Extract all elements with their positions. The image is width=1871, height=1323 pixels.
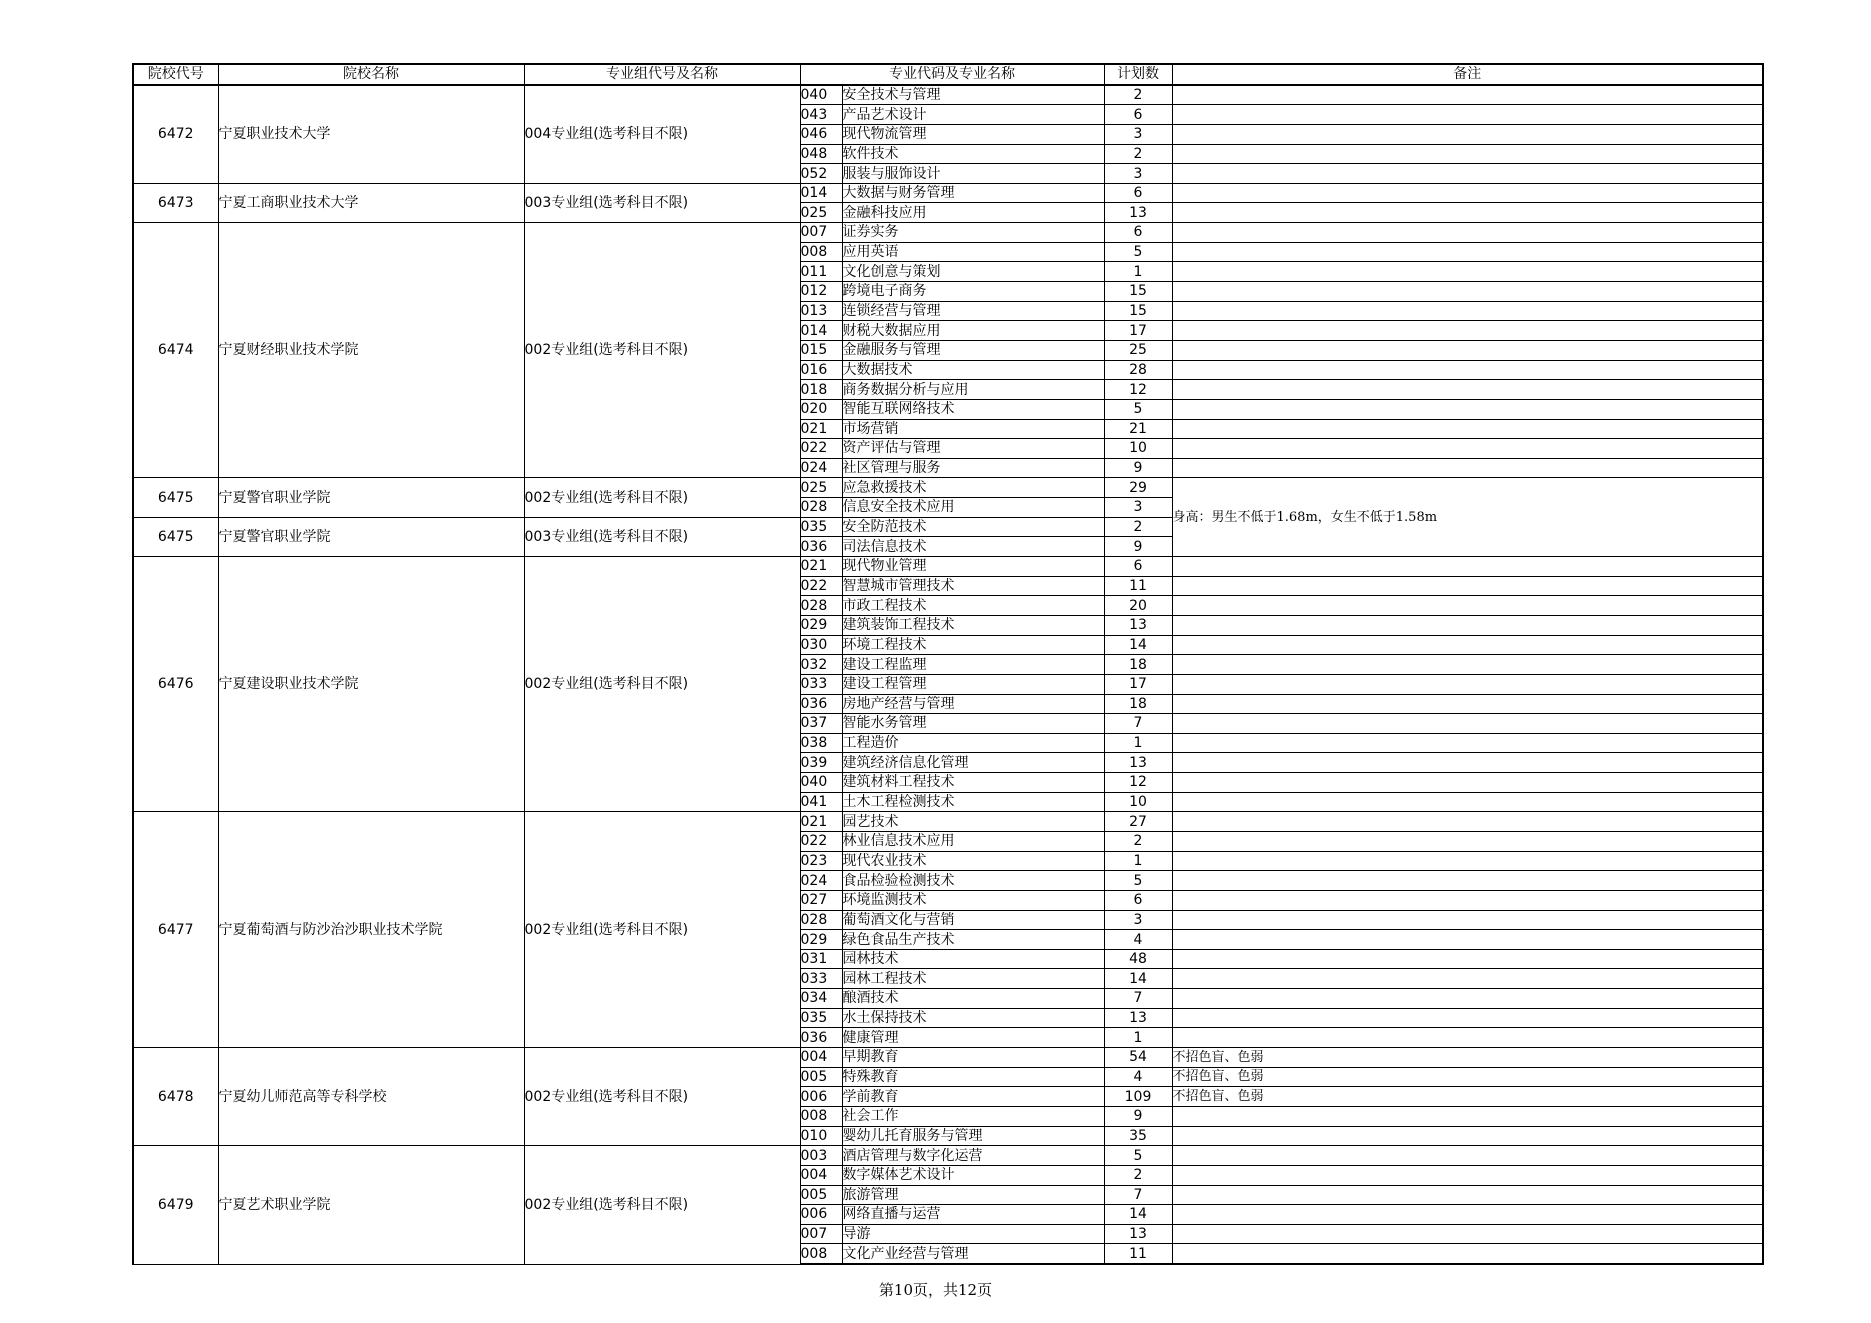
major-name-cell: 葡萄酒文化与营销: [842, 910, 1104, 930]
major-code-cell: 034: [800, 989, 842, 1009]
plan-count-cell: 48: [1104, 949, 1172, 969]
major-code-cell: 036: [800, 537, 842, 557]
major-code-cell: 016: [800, 360, 842, 380]
remark-cell: [1172, 105, 1763, 125]
plan-count-cell: 9: [1104, 537, 1172, 557]
remark-cell: [1172, 596, 1763, 616]
remark-cell: [1172, 164, 1763, 184]
remark-cell: [1172, 144, 1763, 164]
remark-cell: [1172, 399, 1763, 419]
major-name-cell: 食品检验检测技术: [842, 871, 1104, 891]
remark-cell: [1172, 714, 1763, 734]
major-name-cell: 商务数据分析与应用: [842, 380, 1104, 400]
remark-cell: [1172, 910, 1763, 930]
school-code-cell: 6472: [133, 85, 218, 184]
remark-cell: 不招色盲、色弱: [1172, 1048, 1763, 1068]
plan-count-cell: 14: [1104, 969, 1172, 989]
major-code-cell: 029: [800, 615, 842, 635]
remark-cell: [1172, 183, 1763, 203]
remark-cell: [1172, 242, 1763, 262]
school-name-cell: 宁夏葡萄酒与防沙治沙职业技术学院: [218, 812, 524, 1048]
plan-count-cell: 6: [1104, 183, 1172, 203]
major-name-cell: 环境工程技术: [842, 635, 1104, 655]
major-code-cell: 024: [800, 458, 842, 478]
header-group: 专业组代号及名称: [524, 64, 800, 85]
major-name-cell: 酿酒技术: [842, 989, 1104, 1009]
remark-cell: [1172, 380, 1763, 400]
remark-cell: [1172, 851, 1763, 871]
remark-cell: [1172, 1224, 1763, 1244]
plan-count-cell: 11: [1104, 576, 1172, 596]
plan-count-cell: 12: [1104, 380, 1172, 400]
major-code-cell: 008: [800, 1244, 842, 1264]
major-name-cell: 文化创意与策划: [842, 262, 1104, 282]
plan-count-cell: 6: [1104, 557, 1172, 577]
remark-cell: [1172, 871, 1763, 891]
major-name-cell: 跨境电子商务: [842, 282, 1104, 302]
major-name-cell: 社区管理与服务: [842, 458, 1104, 478]
group-name-cell: 002专业组(选考科目不限): [524, 557, 800, 812]
group-name-cell: 002专业组(选考科目不限): [524, 478, 800, 517]
remark-cell: [1172, 1165, 1763, 1185]
plan-count-cell: 6: [1104, 890, 1172, 910]
remark-cell: [1172, 321, 1763, 341]
major-name-cell: 酒店管理与数字化运营: [842, 1146, 1104, 1166]
remark-cell: 不招色盲、色弱: [1172, 1087, 1763, 1107]
school-code-cell: 6475: [133, 478, 218, 517]
major-code-cell: 022: [800, 439, 842, 459]
plan-count-cell: 11: [1104, 1244, 1172, 1264]
major-name-cell: 建筑装饰工程技术: [842, 615, 1104, 635]
plan-count-cell: 10: [1104, 439, 1172, 459]
remark-cell: [1172, 949, 1763, 969]
school-name-cell: 宁夏职业技术大学: [218, 85, 524, 184]
remark-cell: [1172, 1126, 1763, 1146]
major-code-cell: 032: [800, 655, 842, 675]
major-name-cell: 健康管理: [842, 1028, 1104, 1048]
remark-cell: [1172, 773, 1763, 793]
page-footer: 第10页，共12页: [878, 1281, 993, 1299]
school-code-cell: 6473: [133, 183, 218, 222]
group-name-cell: 002专业组(选考科目不限): [524, 223, 800, 478]
remark-cell: [1172, 615, 1763, 635]
header-remark: 备注: [1172, 64, 1763, 85]
major-name-cell: 大数据与财务管理: [842, 183, 1104, 203]
major-name-cell: 现代物流管理: [842, 124, 1104, 144]
major-name-cell: 现代物业管理: [842, 557, 1104, 577]
plan-count-cell: 29: [1104, 478, 1172, 498]
plan-count-cell: 7: [1104, 989, 1172, 1009]
school-code-cell: 6476: [133, 557, 218, 812]
major-name-cell: 工程造价: [842, 733, 1104, 753]
plan-count-cell: 12: [1104, 773, 1172, 793]
remark-cell: [1172, 576, 1763, 596]
major-name-cell: 学前教育: [842, 1087, 1104, 1107]
major-name-cell: 应用英语: [842, 242, 1104, 262]
major-code-cell: 033: [800, 969, 842, 989]
remark-cell: [1172, 1008, 1763, 1028]
remark-cell: [1172, 360, 1763, 380]
major-name-cell: 建设工程监理: [842, 655, 1104, 675]
major-code-cell: 021: [800, 557, 842, 577]
major-name-cell: 产品艺术设计: [842, 105, 1104, 125]
major-name-cell: 旅游管理: [842, 1185, 1104, 1205]
major-name-cell: 绿色食品生产技术: [842, 930, 1104, 950]
plan-count-cell: 25: [1104, 340, 1172, 360]
major-name-cell: 现代农业技术: [842, 851, 1104, 871]
major-code-cell: 004: [800, 1048, 842, 1068]
plan-count-cell: 13: [1104, 1008, 1172, 1028]
major-code-cell: 036: [800, 694, 842, 714]
remark-cell: [1172, 223, 1763, 243]
major-name-cell: 文化产业经营与管理: [842, 1244, 1104, 1264]
major-code-cell: 035: [800, 1008, 842, 1028]
plan-count-cell: 6: [1104, 223, 1172, 243]
remark-cell: [1172, 674, 1763, 694]
major-name-cell: 水土保持技术: [842, 1008, 1104, 1028]
major-code-cell: 014: [800, 183, 842, 203]
table-body: [133, 85, 1763, 1264]
header-school-name: 院校名称: [218, 64, 524, 85]
plan-count-cell: 13: [1104, 1224, 1172, 1244]
major-name-cell: 婴幼儿托育服务与管理: [842, 1126, 1104, 1146]
major-name-cell: 连锁经营与管理: [842, 301, 1104, 321]
table-row: [133, 223, 1763, 243]
remark-cell: [1172, 557, 1763, 577]
header-major: 专业代码及专业名称: [800, 64, 1104, 85]
major-code-cell: 040: [800, 773, 842, 793]
major-name-cell: 导游: [842, 1224, 1104, 1244]
table-row: [133, 1048, 1763, 1068]
table-row: [133, 183, 1763, 203]
plan-count-cell: 6: [1104, 105, 1172, 125]
plan-count-cell: 17: [1104, 321, 1172, 341]
major-code-cell: 027: [800, 890, 842, 910]
major-name-cell: 安全技术与管理: [842, 85, 1104, 105]
major-name-cell: 信息安全技术应用: [842, 498, 1104, 518]
plan-count-cell: 35: [1104, 1126, 1172, 1146]
major-code-cell: 005: [800, 1185, 842, 1205]
plan-count-cell: 5: [1104, 871, 1172, 891]
remark-cell: [1172, 1028, 1763, 1048]
plan-count-cell: 54: [1104, 1048, 1172, 1068]
remark-cell: [1172, 1146, 1763, 1166]
major-name-cell: 大数据技术: [842, 360, 1104, 380]
major-code-cell: 020: [800, 399, 842, 419]
plan-count-cell: 1: [1104, 733, 1172, 753]
group-name-cell: 003专业组(选考科目不限): [524, 183, 800, 222]
remark-cell: 不招色盲、色弱: [1172, 1067, 1763, 1087]
major-code-cell: 035: [800, 517, 842, 537]
table-row: [133, 1146, 1763, 1166]
remark-cell: [1172, 1106, 1763, 1126]
plan-count-cell: 14: [1104, 635, 1172, 655]
admission-plan-table-wrapper: [132, 63, 1764, 1265]
major-code-cell: 043: [800, 105, 842, 125]
major-code-cell: 052: [800, 164, 842, 184]
plan-count-cell: 2: [1104, 1165, 1172, 1185]
major-code-cell: 039: [800, 753, 842, 773]
remark-cell: [1172, 1185, 1763, 1205]
remark-cell: [1172, 733, 1763, 753]
school-name-cell: 宁夏艺术职业学院: [218, 1146, 524, 1264]
major-name-cell: 资产评估与管理: [842, 439, 1104, 459]
school-name-cell: 宁夏警官职业学院: [218, 517, 524, 556]
plan-count-cell: 21: [1104, 419, 1172, 439]
plan-count-cell: 13: [1104, 203, 1172, 223]
remark-cell: [1172, 458, 1763, 478]
remark-cell: [1172, 989, 1763, 1009]
major-name-cell: 园林工程技术: [842, 969, 1104, 989]
table-row: [133, 557, 1763, 577]
major-code-cell: 023: [800, 851, 842, 871]
remark-cell-height-requirement: 身高：男生不低于1.68m，女生不低于1.58m: [1172, 478, 1763, 557]
major-code-cell: 013: [800, 301, 842, 321]
plan-count-cell: 7: [1104, 1185, 1172, 1205]
header-plan-count: 计划数: [1104, 64, 1172, 85]
plan-count-cell: 5: [1104, 242, 1172, 262]
plan-count-cell: 2: [1104, 831, 1172, 851]
plan-count-cell: 18: [1104, 655, 1172, 675]
major-name-cell: 数字媒体艺术设计: [842, 1165, 1104, 1185]
remark-cell: [1172, 1205, 1763, 1225]
table-header-row: [133, 64, 1763, 85]
major-code-cell: 025: [800, 203, 842, 223]
plan-count-cell: 15: [1104, 301, 1172, 321]
plan-count-cell: 4: [1104, 1067, 1172, 1087]
major-name-cell: 智能水务管理: [842, 714, 1104, 734]
remark-cell: [1172, 124, 1763, 144]
major-name-cell: 建筑材料工程技术: [842, 773, 1104, 793]
major-code-cell: 031: [800, 949, 842, 969]
plan-count-cell: 9: [1104, 458, 1172, 478]
group-name-cell: 002专业组(选考科目不限): [524, 1048, 800, 1146]
major-code-cell: 041: [800, 792, 842, 812]
plan-count-cell: 18: [1104, 694, 1172, 714]
major-name-cell: 服装与服饰设计: [842, 164, 1104, 184]
major-name-cell: 安全防范技术: [842, 517, 1104, 537]
plan-count-cell: 20: [1104, 596, 1172, 616]
major-name-cell: 司法信息技术: [842, 537, 1104, 557]
school-code-cell: 6474: [133, 223, 218, 478]
major-code-cell: 030: [800, 635, 842, 655]
plan-count-cell: 1: [1104, 1028, 1172, 1048]
major-code-cell: 022: [800, 831, 842, 851]
plan-count-cell: 3: [1104, 164, 1172, 184]
header-school-code: 院校代号: [133, 64, 218, 85]
major-name-cell: 建设工程管理: [842, 674, 1104, 694]
remark-cell: [1172, 262, 1763, 282]
major-code-cell: 037: [800, 714, 842, 734]
remark-cell: [1172, 969, 1763, 989]
major-code-cell: 008: [800, 242, 842, 262]
major-name-cell: 智慧城市管理技术: [842, 576, 1104, 596]
major-code-cell: 021: [800, 419, 842, 439]
major-code-cell: 012: [800, 282, 842, 302]
major-code-cell: 036: [800, 1028, 842, 1048]
remark-cell: [1172, 340, 1763, 360]
major-name-cell: 土木工程检测技术: [842, 792, 1104, 812]
school-name-cell: 宁夏建设职业技术学院: [218, 557, 524, 812]
plan-count-cell: 15: [1104, 282, 1172, 302]
school-name-cell: 宁夏工商职业技术大学: [218, 183, 524, 222]
major-name-cell: 建筑经济信息化管理: [842, 753, 1104, 773]
group-name-cell: 003专业组(选考科目不限): [524, 517, 800, 556]
school-code-cell: 6479: [133, 1146, 218, 1264]
plan-count-cell: 2: [1104, 144, 1172, 164]
table-row: [133, 812, 1763, 832]
plan-count-cell: 1: [1104, 851, 1172, 871]
major-name-cell: 金融科技应用: [842, 203, 1104, 223]
major-name-cell: 应急救援技术: [842, 478, 1104, 498]
plan-count-cell: 1: [1104, 262, 1172, 282]
major-code-cell: 028: [800, 498, 842, 518]
table-row: [133, 85, 1763, 105]
school-name-cell: 宁夏财经职业技术学院: [218, 223, 524, 478]
group-name-cell: 002专业组(选考科目不限): [524, 1146, 800, 1264]
major-name-cell: 房地产经营与管理: [842, 694, 1104, 714]
major-code-cell: 024: [800, 871, 842, 891]
major-name-cell: 软件技术: [842, 144, 1104, 164]
plan-count-cell: 10: [1104, 792, 1172, 812]
major-code-cell: 048: [800, 144, 842, 164]
plan-count-cell: 2: [1104, 517, 1172, 537]
remark-cell: [1172, 635, 1763, 655]
major-name-cell: 社会工作: [842, 1106, 1104, 1126]
remark-cell: [1172, 419, 1763, 439]
major-code-cell: 046: [800, 124, 842, 144]
major-name-cell: 园艺技术: [842, 812, 1104, 832]
admission-plan-table: [132, 63, 1764, 1265]
major-code-cell: 003: [800, 1146, 842, 1166]
plan-count-cell: 13: [1104, 615, 1172, 635]
school-name-cell: 宁夏警官职业学院: [218, 478, 524, 517]
plan-count-cell: 3: [1104, 910, 1172, 930]
major-code-cell: 025: [800, 478, 842, 498]
major-code-cell: 029: [800, 930, 842, 950]
major-code-cell: 040: [800, 85, 842, 105]
major-code-cell: 038: [800, 733, 842, 753]
group-name-cell: 004专业组(选考科目不限): [524, 85, 800, 184]
plan-count-cell: 27: [1104, 812, 1172, 832]
major-name-cell: 证券实务: [842, 223, 1104, 243]
school-code-cell: 6478: [133, 1048, 218, 1146]
plan-count-cell: 3: [1104, 498, 1172, 518]
remark-cell: [1172, 85, 1763, 105]
major-code-cell: 007: [800, 1224, 842, 1244]
major-name-cell: 金融服务与管理: [842, 340, 1104, 360]
major-name-cell: 财税大数据应用: [842, 321, 1104, 341]
major-code-cell: 008: [800, 1106, 842, 1126]
plan-count-cell: 5: [1104, 1146, 1172, 1166]
major-name-cell: 特殊教育: [842, 1067, 1104, 1087]
major-name-cell: 环境监测技术: [842, 890, 1104, 910]
remark-cell: [1172, 301, 1763, 321]
remark-cell: [1172, 439, 1763, 459]
plan-count-cell: 2: [1104, 85, 1172, 105]
major-code-cell: 006: [800, 1205, 842, 1225]
remark-cell: [1172, 282, 1763, 302]
major-code-cell: 014: [800, 321, 842, 341]
plan-count-cell: 14: [1104, 1205, 1172, 1225]
remark-cell: [1172, 655, 1763, 675]
plan-count-cell: 3: [1104, 124, 1172, 144]
major-code-cell: 005: [800, 1067, 842, 1087]
major-name-cell: 早期教育: [842, 1048, 1104, 1068]
major-name-cell: 林业信息技术应用: [842, 831, 1104, 851]
remark-cell: [1172, 831, 1763, 851]
major-code-cell: 033: [800, 674, 842, 694]
major-code-cell: 010: [800, 1126, 842, 1146]
school-code-cell: 6475: [133, 517, 218, 556]
remark-cell: [1172, 694, 1763, 714]
school-name-cell: 宁夏幼儿师范高等专科学校: [218, 1048, 524, 1146]
major-name-cell: 园林技术: [842, 949, 1104, 969]
remark-cell: [1172, 203, 1763, 223]
major-code-cell: 007: [800, 223, 842, 243]
plan-count-cell: 17: [1104, 674, 1172, 694]
major-code-cell: 028: [800, 596, 842, 616]
major-name-cell: 市政工程技术: [842, 596, 1104, 616]
school-code-cell: 6477: [133, 812, 218, 1048]
remark-cell: [1172, 812, 1763, 832]
major-code-cell: 004: [800, 1165, 842, 1185]
remark-cell: [1172, 890, 1763, 910]
major-code-cell: 011: [800, 262, 842, 282]
plan-count-cell: 7: [1104, 714, 1172, 734]
group-name-cell: 002专业组(选考科目不限): [524, 812, 800, 1048]
remark-cell: [1172, 930, 1763, 950]
major-code-cell: 021: [800, 812, 842, 832]
major-code-cell: 018: [800, 380, 842, 400]
plan-count-cell: 9: [1104, 1106, 1172, 1126]
major-name-cell: 网络直播与运营: [842, 1205, 1104, 1225]
plan-count-cell: 5: [1104, 399, 1172, 419]
plan-count-cell: 13: [1104, 753, 1172, 773]
major-code-cell: 022: [800, 576, 842, 596]
major-name-cell: 智能互联网络技术: [842, 399, 1104, 419]
major-code-cell: 015: [800, 340, 842, 360]
major-code-cell: 006: [800, 1087, 842, 1107]
plan-count-cell: 4: [1104, 930, 1172, 950]
remark-cell: [1172, 753, 1763, 773]
major-code-cell: 028: [800, 910, 842, 930]
major-name-cell: 市场营销: [842, 419, 1104, 439]
remark-cell: [1172, 792, 1763, 812]
plan-count-cell: 109: [1104, 1087, 1172, 1107]
table-row: [133, 478, 1763, 498]
remark-cell: [1172, 1244, 1763, 1264]
plan-count-cell: 28: [1104, 360, 1172, 380]
